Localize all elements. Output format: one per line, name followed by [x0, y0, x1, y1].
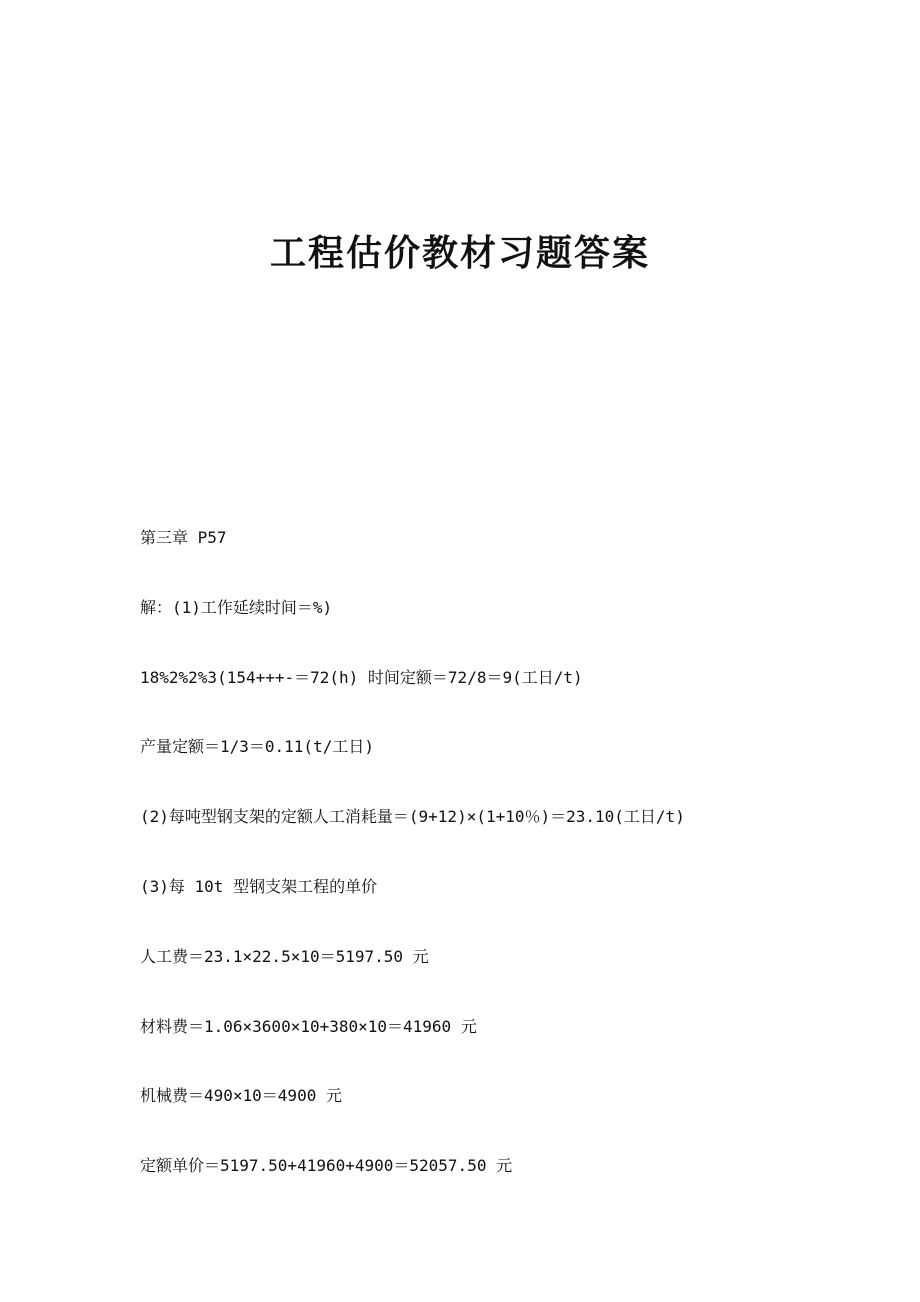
solution-line-4: (2)每吨型钢支架的定额人工消耗量＝(9+12)×(1+10％)＝23.10(工日/t) — [140, 807, 685, 827]
document-title: 工程估价教材习题答案 — [269, 233, 650, 274]
machinery-cost-line: 机械费＝490×10＝4900 元 — [140, 1086, 342, 1106]
solution-line-1: 解：(1)工作延续时间＝%) — [140, 597, 333, 617]
solution-line-2: 18%2%2%3(154+++-＝72(h) 时间定额＝72/8＝9(工日/t) — [140, 667, 583, 687]
document-body — [140, 526, 840, 1224]
chapter-heading: 第三章 P57 — [140, 528, 227, 547]
labor-cost-line: 人工费＝23.1×22.5×10＝5197.50 元 — [140, 946, 429, 966]
material-cost-line: 材料费＝1.06×3600×10+380×10＝41960 元 — [140, 1016, 477, 1036]
solution-line-3: 产量定额＝1/3＝0.11(t/工日) — [140, 737, 374, 757]
solution-line-5: (3)每 10t 型钢支架工程的单价 — [140, 876, 378, 896]
unit-price-line: 定额单价＝5197.50+41960+4900＝52057.50 元 — [140, 1156, 513, 1176]
